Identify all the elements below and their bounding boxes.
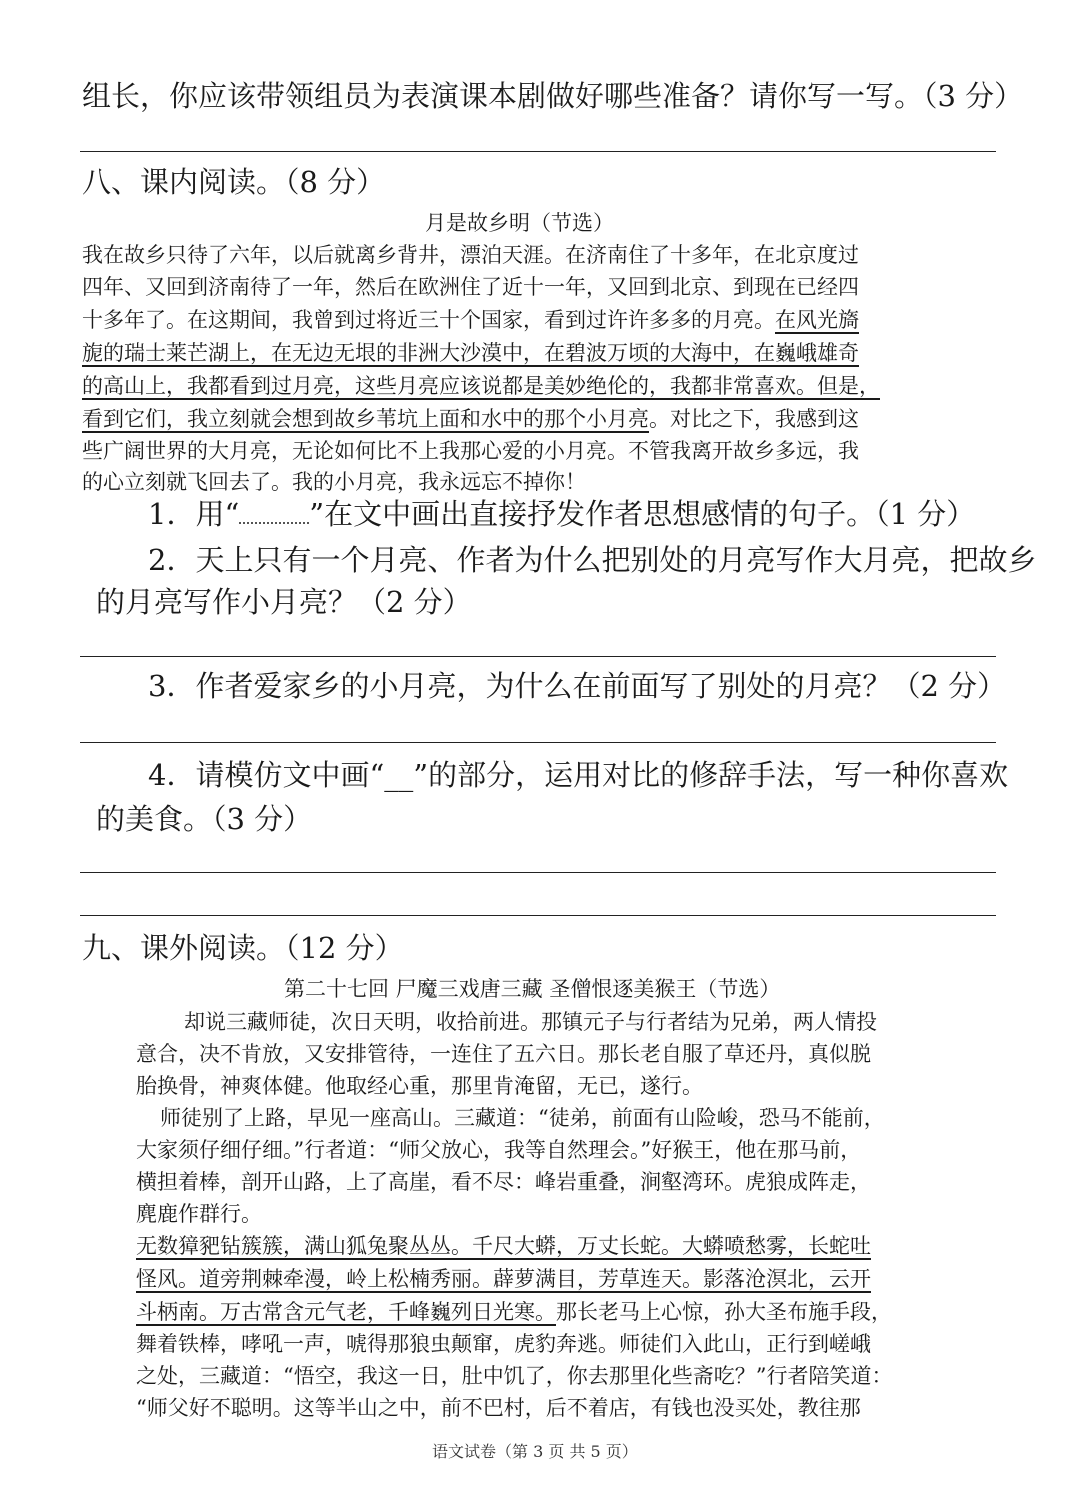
passage-line: 大家须仔细仔细。”行者道：“师父放心，我等自然理会。”好猴王，他在那马前， xyxy=(136,1138,862,1162)
answer-line xyxy=(80,915,996,916)
question-3: 3．作者爱家乡的小月亮，为什么在前面写了别处的月亮？（2 分） xyxy=(148,669,1007,703)
underlined-line: 无数獐豝钻簇簇，满山狐兔聚丛丛。千尺大蟒，万丈长蛇。大蟒喷愁雾，长蛇吐 xyxy=(136,1234,871,1258)
question-2-line-1: 2．天上只有一个月亮、作者为什么把别处的月亮写作大月亮，把故乡 xyxy=(148,543,1037,577)
underlined-line: 旎的瑞士莱芒湖上，在无边无垠的非洲大沙漠中，在碧波万顷的大海中，在巍峨雄奇 xyxy=(82,341,859,365)
passage-line: “师父好不聪明。这等半山之中，前不巴村，后不着店，有钱也没买处，教往那 xyxy=(136,1396,861,1420)
section8-heading: 八、课内阅读。（8 分） xyxy=(82,165,386,199)
question-4-line-1: 4．请模仿文中画“__”的部分，运用对比的修辞手法，写一种你喜欢 xyxy=(148,758,1009,792)
passage-line xyxy=(136,1297,892,1327)
passage-line: 的心立刻就飞回去了。我的小月亮，我永远忘不掉你！ xyxy=(82,470,586,494)
passage-text: 十多年了。在这期间，我曾到过将近三十个国家，看到过许许多多的月亮。 xyxy=(82,308,775,332)
top-question: 组长，你应该带领组员为表演课本剧做好哪些准备？请你写一写。（3 分） xyxy=(82,79,1024,113)
question-4-line-2: 的美食。（3 分） xyxy=(96,802,313,836)
passage-line xyxy=(82,404,859,434)
passage-line: 舞着铁棒，哮吼一声，唬得那狼虫颠窜，虎豹奔逃。师徒们入此山，正行到嵯峨 xyxy=(136,1332,871,1356)
answer-line xyxy=(80,872,996,873)
question-1 xyxy=(148,494,975,534)
answer-line xyxy=(80,151,996,152)
underlined-text: 看到它们，我立刻就会想到故乡苇坑上面和水中的那个小月亮 xyxy=(82,407,649,431)
passage-line: 四年、又回到济南待了一年，然后在欧洲住了近十一年，又回到北京、到现在已经四 xyxy=(82,275,859,299)
question-1-text-b: ”在文中画出直接抒发作者思想感情的句子。（1 分） xyxy=(309,497,976,531)
passage-line: 意合，决不肯放，又安排管待，一连住了五六日。那长老自服了草还丹，真似脱 xyxy=(136,1042,871,1066)
underlined-text: 万古常含元气老，千峰巍列日光寒。 xyxy=(220,1300,556,1324)
underlined-text: 斗柄南。 xyxy=(136,1300,220,1324)
question-2-line-2: 的月亮写作小月亮？（2 分） xyxy=(96,585,472,619)
underlined-line: 的高山上，我都看到过月亮，这些月亮应该说都是美妙绝伦的，我都非常喜欢。但是， xyxy=(82,374,880,398)
wavy-line-mark xyxy=(239,504,309,524)
underlined-line: 怪风。道旁荆棘牵漫，岭上松楠秀丽。薜萝满目，芳草连天。影落沧溟北，云开 xyxy=(136,1267,871,1291)
answer-line xyxy=(80,656,996,657)
passage-text: 。对比之下，我感到这 xyxy=(649,407,859,431)
section9-heading: 九、课外阅读。（12 分） xyxy=(82,931,404,965)
passage-line: 之处，三藏道：“悟空，我这一日，肚中饥了，你去那里化些斋吃？”行者陪笑道： xyxy=(136,1364,893,1388)
page-footer: 语文试卷（第 3 页 共 5 页） xyxy=(432,1442,638,1461)
passage-line: 胎换骨，神爽体健。他取经心重，那里肯淹留，无已，遂行。 xyxy=(136,1074,703,1098)
passage-line: 我在故乡只待了六年，以后就离乡背井，漂泊天涯。在济南住了十多年，在北京度过 xyxy=(82,243,859,267)
underlined-text: 在风光旖 xyxy=(775,308,859,332)
passage-line: 却说三藏师徒，次日天明，收拾前进。那镇元子与行者结为兄弟，两人情投 xyxy=(184,1010,877,1034)
passage-line: 横担着棒，剖开山路，上了高崖，看不尽：峰岩重叠，涧壑湾环。虎狼成阵走， xyxy=(136,1170,871,1194)
passage-line xyxy=(82,305,859,335)
answer-line xyxy=(80,742,996,743)
passage-line: 些广阔世界的大月亮，无论如何比不上我那心爱的小月亮。不管我离开故乡多远，我 xyxy=(82,439,859,463)
passage-text: 那长老马上心惊，孙大圣布施手段， xyxy=(556,1300,892,1324)
passage-line: 师徒别了上路，早见一座高山。三藏道：“徒弟，前面有山险峻，恐马不能前， xyxy=(160,1106,885,1130)
section9-passage-title: 第二十七回 尸魔三戏唐三藏 圣僧恨逐美猴王（节选） xyxy=(284,977,781,1001)
section8-passage-title: 月是故乡明（节选） xyxy=(425,211,614,235)
passage-line: 麂鹿作群行。 xyxy=(136,1202,262,1226)
question-1-text-a: 1．用“ xyxy=(148,497,240,531)
